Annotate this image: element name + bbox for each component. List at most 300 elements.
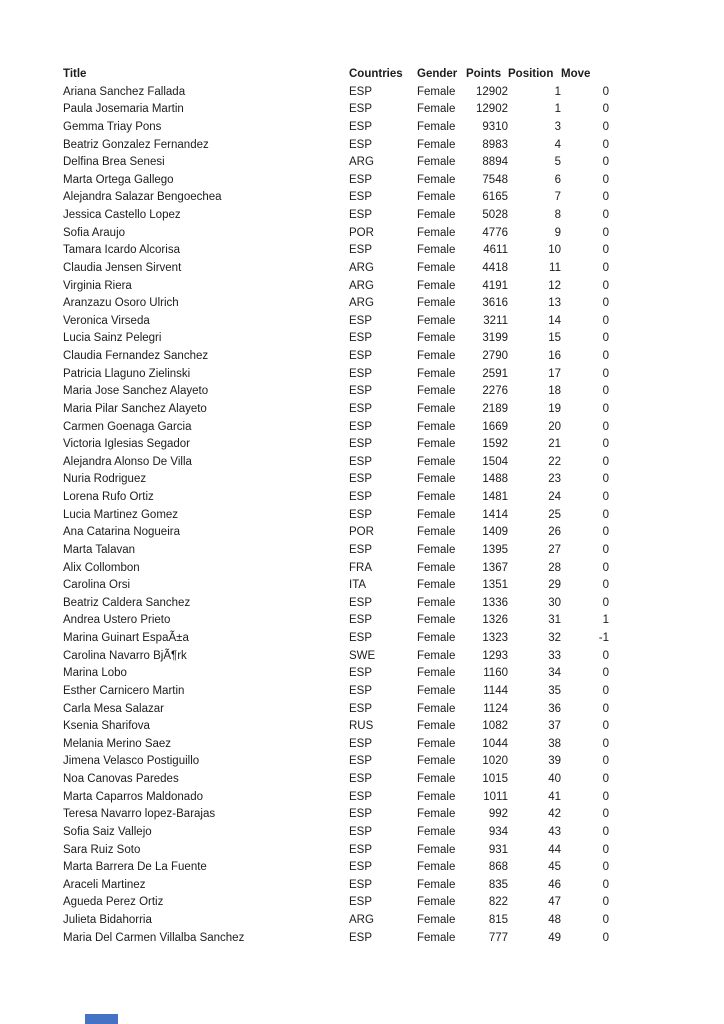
cell-gender: Female bbox=[417, 931, 456, 944]
cell-move: 0 bbox=[602, 420, 609, 433]
table-row bbox=[63, 189, 609, 207]
table-row bbox=[63, 454, 609, 472]
cell-gender: Female bbox=[417, 244, 456, 257]
cell-move: 0 bbox=[602, 261, 609, 274]
table-row bbox=[63, 771, 609, 789]
cell-points: 2591 bbox=[482, 367, 508, 380]
cell-points: 4418 bbox=[482, 261, 508, 274]
table-row bbox=[63, 242, 609, 260]
cell-points: 1326 bbox=[482, 614, 508, 627]
table-row bbox=[63, 718, 609, 736]
cell-position: 49 bbox=[548, 931, 561, 944]
cell-player-name: Ksenia Sharifova bbox=[63, 720, 150, 733]
cell-position: 31 bbox=[548, 614, 561, 627]
cell-position: 43 bbox=[548, 825, 561, 838]
cell-gender: Female bbox=[417, 737, 456, 750]
cell-gender: Female bbox=[417, 120, 456, 133]
cell-points: 1592 bbox=[482, 438, 508, 451]
table-row bbox=[63, 119, 609, 137]
table-row bbox=[63, 383, 609, 401]
cell-country: ESP bbox=[349, 367, 373, 380]
cell-points: 5028 bbox=[482, 209, 508, 221]
cell-move: 0 bbox=[602, 526, 609, 539]
table-row bbox=[63, 859, 609, 877]
cell-points: 1011 bbox=[483, 790, 508, 803]
cell-position: 33 bbox=[548, 649, 561, 662]
cell-position: 1 bbox=[554, 85, 561, 98]
cell-position: 3 bbox=[554, 120, 561, 133]
cell-move: 0 bbox=[602, 226, 609, 239]
cell-position: 20 bbox=[548, 420, 561, 433]
cell-move: 0 bbox=[602, 702, 609, 715]
column-header-countries: Countries bbox=[349, 68, 403, 80]
cell-country: ESP bbox=[349, 244, 373, 257]
cell-country: ESP bbox=[349, 314, 373, 327]
cell-player-name: Melania Merino Saez bbox=[63, 737, 172, 750]
cell-position: 40 bbox=[548, 773, 561, 785]
table-row bbox=[63, 612, 609, 630]
cell-move: 0 bbox=[602, 120, 609, 133]
table-row bbox=[63, 701, 609, 719]
cell-move: 0 bbox=[602, 438, 609, 451]
cell-gender: Female bbox=[417, 438, 456, 451]
cell-points: 992 bbox=[488, 808, 508, 821]
cell-gender: Female bbox=[417, 878, 456, 891]
column-header-points: Points bbox=[466, 68, 502, 80]
cell-country: ESP bbox=[349, 103, 373, 116]
cell-player-name: Patricia Llaguno Zielinski bbox=[63, 367, 191, 380]
cell-gender: Female bbox=[417, 261, 456, 274]
cell-player-name: Maria Del Carmen Villalba Sanchez bbox=[63, 931, 245, 944]
cell-position: 24 bbox=[548, 491, 561, 503]
cell-move: 0 bbox=[602, 297, 609, 310]
cell-move: 0 bbox=[602, 173, 609, 186]
table-row bbox=[63, 560, 609, 578]
cell-move: 0 bbox=[602, 314, 609, 327]
cell-player-name: Maria Jose Sanchez Alayeto bbox=[63, 385, 209, 398]
cell-player-name: Noa Canovas Paredes bbox=[63, 773, 179, 785]
cell-player-name: Marina Lobo bbox=[63, 667, 127, 680]
cell-gender: Female bbox=[417, 173, 456, 186]
cell-country: ESP bbox=[349, 702, 373, 715]
cell-country: ESP bbox=[349, 420, 373, 433]
cell-country: ESP bbox=[349, 173, 373, 186]
cell-country: ARG bbox=[349, 914, 374, 926]
cell-move: 0 bbox=[602, 508, 609, 521]
cell-player-name: Esther Carnicero Martin bbox=[63, 684, 185, 697]
cell-gender: Female bbox=[417, 790, 456, 803]
cell-player-name: Gemma Triay Pons bbox=[63, 120, 162, 133]
cell-player-name: Victoria Iglesias Segador bbox=[63, 438, 190, 451]
cell-move: 0 bbox=[602, 103, 609, 116]
table-row bbox=[63, 595, 609, 613]
cell-player-name: Agueda Perez Ortiz bbox=[63, 896, 164, 909]
cell-player-name: Aranzazu Osoro Ulrich bbox=[63, 297, 179, 310]
cell-position: 34 bbox=[548, 667, 561, 680]
cell-move: 0 bbox=[602, 755, 609, 768]
cell-gender: Female bbox=[417, 314, 456, 327]
cell-move: 0 bbox=[602, 350, 609, 362]
table-row bbox=[63, 313, 609, 331]
cell-country: ESP bbox=[349, 543, 373, 556]
cell-player-name: Tamara Icardo Alcorisa bbox=[63, 244, 180, 257]
cell-country: ESP bbox=[349, 385, 373, 398]
cell-gender: Female bbox=[417, 297, 456, 310]
cell-position: 32 bbox=[548, 632, 561, 644]
cell-move: 0 bbox=[602, 455, 609, 468]
cell-move: 0 bbox=[602, 861, 609, 874]
table-row bbox=[63, 806, 609, 824]
cell-gender: Female bbox=[417, 491, 456, 503]
cell-position: 35 bbox=[548, 684, 561, 697]
cell-player-name: Claudia Jensen Sirvent bbox=[63, 261, 182, 274]
cell-move: 0 bbox=[602, 85, 609, 98]
cell-country: ESP bbox=[349, 491, 373, 503]
rankings-table bbox=[63, 66, 609, 947]
cell-gender: Female bbox=[417, 508, 456, 521]
cell-points: 868 bbox=[488, 861, 508, 874]
cell-gender: Female bbox=[417, 649, 456, 662]
cell-player-name: Alix Collombon bbox=[63, 561, 140, 574]
cell-points: 2790 bbox=[482, 350, 508, 362]
cell-points: 9310 bbox=[482, 120, 508, 133]
cell-gender: Female bbox=[417, 843, 456, 856]
cell-player-name: Marta Ortega Gallego bbox=[63, 173, 174, 186]
cell-points: 1504 bbox=[482, 455, 508, 468]
cell-country: ARG bbox=[349, 261, 374, 274]
cell-gender: Female bbox=[417, 720, 456, 733]
table-row bbox=[63, 101, 609, 119]
cell-points: 931 bbox=[488, 843, 508, 856]
cell-player-name: Marta Talavan bbox=[63, 543, 136, 556]
cell-points: 1144 bbox=[483, 684, 508, 697]
cell-gender: Female bbox=[417, 85, 456, 98]
cell-gender: Female bbox=[417, 279, 456, 292]
table-row bbox=[63, 225, 609, 243]
cell-player-name: Sofia Araujo bbox=[63, 226, 126, 239]
cell-country: ESP bbox=[349, 402, 373, 415]
cell-player-name: Carolina Navarro BjÃ¶rk bbox=[63, 649, 187, 662]
cell-player-name: Maria Pilar Sanchez Alayeto bbox=[63, 402, 207, 415]
cell-move: 0 bbox=[602, 684, 609, 697]
cell-country: ESP bbox=[349, 614, 373, 627]
table-row bbox=[63, 436, 609, 454]
cell-gender: Female bbox=[417, 825, 456, 838]
cell-points: 1481 bbox=[482, 491, 508, 503]
cell-position: 48 bbox=[548, 914, 561, 926]
table-row bbox=[63, 824, 609, 842]
cell-points: 6165 bbox=[482, 191, 508, 204]
table-row bbox=[63, 260, 609, 278]
table-row bbox=[63, 278, 609, 296]
cell-points: 1124 bbox=[483, 702, 508, 715]
cell-gender: Female bbox=[417, 561, 456, 574]
cell-position: 1 bbox=[554, 103, 561, 116]
cell-position: 10 bbox=[548, 244, 561, 257]
cell-points: 7548 bbox=[482, 173, 508, 186]
cell-country: ESP bbox=[349, 878, 373, 891]
cell-move: 0 bbox=[602, 579, 609, 592]
cell-position: 22 bbox=[548, 455, 561, 468]
cell-country: ESP bbox=[349, 755, 373, 768]
cell-points: 1414 bbox=[482, 508, 508, 521]
cell-gender: Female bbox=[417, 667, 456, 680]
table-row bbox=[63, 630, 609, 648]
cell-player-name: Marta Barrera De La Fuente bbox=[63, 861, 207, 874]
cell-country: ESP bbox=[349, 332, 373, 345]
cell-country: ESP bbox=[349, 120, 373, 133]
cell-points: 1395 bbox=[482, 543, 508, 556]
cell-points: 1669 bbox=[482, 420, 508, 433]
cell-position: 46 bbox=[548, 878, 561, 891]
cell-player-name: Alejandra Alonso De Villa bbox=[63, 455, 192, 468]
cell-move: 0 bbox=[602, 473, 609, 486]
cell-move: 0 bbox=[602, 878, 609, 891]
table-row bbox=[63, 753, 609, 771]
cell-points: 1015 bbox=[482, 773, 508, 785]
cell-points: 8894 bbox=[482, 156, 508, 169]
cell-position: 42 bbox=[548, 808, 561, 821]
cell-move: 0 bbox=[602, 402, 609, 415]
cell-player-name: Marta Caparros Maldonado bbox=[63, 790, 203, 803]
table-row bbox=[63, 401, 609, 419]
cell-points: 1293 bbox=[482, 649, 508, 662]
cell-country: FRA bbox=[349, 561, 372, 574]
cell-player-name: Alejandra Salazar Bengoechea bbox=[63, 191, 222, 204]
cell-move: 0 bbox=[602, 279, 609, 292]
cell-move: 0 bbox=[602, 808, 609, 821]
cell-position: 14 bbox=[548, 314, 561, 327]
cell-gender: Female bbox=[417, 773, 456, 785]
table-row bbox=[63, 295, 609, 313]
cell-player-name: Teresa Navarro lopez-Barajas bbox=[63, 808, 216, 821]
cell-player-name: Ana Catarina Nogueira bbox=[63, 526, 180, 539]
cell-position: 30 bbox=[548, 596, 561, 609]
cell-position: 18 bbox=[548, 385, 561, 398]
cell-move: 0 bbox=[602, 896, 609, 909]
cell-points: 12902 bbox=[476, 103, 508, 116]
cell-points: 1020 bbox=[482, 755, 508, 768]
cell-move: 0 bbox=[602, 843, 609, 856]
cell-position: 4 bbox=[554, 138, 561, 151]
cell-player-name: Delfina Brea Senesi bbox=[63, 156, 165, 169]
table-row bbox=[63, 577, 609, 595]
cell-country: ESP bbox=[349, 790, 373, 803]
cell-points: 1082 bbox=[482, 720, 508, 733]
cell-player-name: Jimena Velasco Postiguillo bbox=[63, 755, 200, 768]
cell-country: ESP bbox=[349, 773, 373, 785]
cell-country: ESP bbox=[349, 138, 373, 151]
cell-country: ESP bbox=[349, 684, 373, 697]
cell-player-name: Veronica Virseda bbox=[63, 314, 150, 327]
cell-gender: Female bbox=[417, 209, 456, 221]
table-body bbox=[63, 84, 609, 948]
cell-gender: Female bbox=[417, 385, 456, 398]
cell-position: 15 bbox=[548, 332, 561, 345]
cell-position: 11 bbox=[549, 261, 561, 274]
cell-country: ESP bbox=[349, 632, 373, 644]
table-header-row bbox=[63, 66, 609, 84]
table-row bbox=[63, 542, 609, 560]
cell-move: 0 bbox=[602, 649, 609, 662]
cell-player-name: Beatriz Gonzalez Fernandez bbox=[63, 138, 209, 151]
cell-country: ESP bbox=[349, 438, 373, 451]
cell-country: POR bbox=[349, 226, 374, 239]
cell-position: 39 bbox=[548, 755, 561, 768]
cell-position: 21 bbox=[548, 438, 561, 451]
cell-gender: Female bbox=[417, 755, 456, 768]
cell-move: 0 bbox=[602, 561, 609, 574]
table-row bbox=[63, 912, 609, 930]
cell-move: 0 bbox=[602, 367, 609, 380]
cell-points: 2276 bbox=[482, 385, 508, 398]
cell-position: 47 bbox=[548, 896, 561, 909]
cell-points: 1409 bbox=[482, 526, 508, 539]
cell-position: 27 bbox=[548, 543, 561, 556]
cell-gender: Female bbox=[417, 455, 456, 468]
cell-gender: Female bbox=[417, 861, 456, 874]
cell-player-name: Lucia Sainz Pelegri bbox=[63, 332, 162, 345]
cell-country: ESP bbox=[349, 667, 373, 680]
cell-country: ESP bbox=[349, 596, 373, 609]
cell-move: 0 bbox=[602, 209, 609, 221]
cell-player-name: Claudia Fernandez Sanchez bbox=[63, 350, 209, 362]
cell-position: 9 bbox=[554, 226, 561, 239]
table-row bbox=[63, 154, 609, 172]
cell-points: 4191 bbox=[482, 279, 508, 292]
cell-country: ARG bbox=[349, 279, 374, 292]
cell-points: 835 bbox=[488, 878, 508, 891]
cell-points: 4776 bbox=[482, 226, 508, 239]
cell-gender: Female bbox=[417, 138, 456, 151]
cell-move: 0 bbox=[602, 244, 609, 257]
cell-points: 3616 bbox=[482, 297, 508, 310]
cell-position: 36 bbox=[548, 702, 561, 715]
table-row bbox=[63, 842, 609, 860]
cell-move: 0 bbox=[602, 914, 609, 926]
cell-move: 0 bbox=[602, 720, 609, 733]
cell-points: 3211 bbox=[483, 314, 508, 327]
cell-gender: Female bbox=[417, 808, 456, 821]
cell-move: 0 bbox=[602, 596, 609, 609]
cell-gender: Female bbox=[417, 526, 456, 539]
cell-country: ESP bbox=[349, 473, 373, 486]
table-row bbox=[63, 877, 609, 895]
cell-position: 19 bbox=[548, 402, 561, 415]
cell-country: ESP bbox=[349, 843, 373, 856]
cell-country: ESP bbox=[349, 808, 373, 821]
cell-player-name: Beatriz Caldera Sanchez bbox=[63, 596, 191, 609]
cell-player-name: Sofia Saiz Vallejo bbox=[63, 825, 152, 838]
table-row bbox=[63, 419, 609, 437]
cell-player-name: Julieta Bidahorria bbox=[63, 914, 152, 926]
cell-points: 822 bbox=[488, 896, 508, 909]
cell-gender: Female bbox=[417, 420, 456, 433]
cell-country: ARG bbox=[349, 297, 374, 310]
cell-move: 0 bbox=[602, 667, 609, 680]
table-row bbox=[63, 683, 609, 701]
cell-player-name: Virginia Riera bbox=[63, 279, 132, 292]
cell-position: 23 bbox=[548, 473, 561, 486]
cell-points: 1351 bbox=[482, 579, 508, 592]
cell-position: 12 bbox=[548, 279, 561, 292]
cell-gender: Female bbox=[417, 367, 456, 380]
cell-gender: Female bbox=[417, 914, 456, 926]
cell-move: 1 bbox=[602, 614, 609, 627]
cell-move: 0 bbox=[602, 156, 609, 169]
cell-position: 29 bbox=[548, 579, 561, 592]
table-row bbox=[63, 348, 609, 366]
table-row bbox=[63, 930, 609, 948]
cell-country: ITA bbox=[349, 579, 367, 592]
column-header-position: Position bbox=[508, 68, 554, 80]
cell-position: 37 bbox=[548, 720, 561, 733]
cell-player-name: Araceli Martinez bbox=[63, 878, 146, 891]
cell-move: 0 bbox=[602, 385, 609, 398]
cell-points: 1367 bbox=[482, 561, 508, 574]
cell-move: 0 bbox=[602, 737, 609, 750]
cell-country: ESP bbox=[349, 85, 373, 98]
cell-gender: Female bbox=[417, 579, 456, 592]
cell-points: 1323 bbox=[482, 632, 508, 644]
cell-move: 0 bbox=[602, 790, 609, 803]
cell-move: 0 bbox=[602, 825, 609, 838]
column-header-move: Move bbox=[561, 68, 591, 80]
cell-position: 41 bbox=[548, 790, 561, 803]
cell-player-name: Carolina Orsi bbox=[63, 579, 131, 592]
cell-position: 17 bbox=[548, 367, 561, 380]
cell-gender: Female bbox=[417, 473, 456, 486]
cell-gender: Female bbox=[417, 332, 456, 345]
cell-player-name: Carmen Goenaga Garcia bbox=[63, 420, 192, 433]
cell-player-name: Sara Ruiz Soto bbox=[63, 843, 141, 856]
cell-country: ESP bbox=[349, 931, 373, 944]
cell-move: -1 bbox=[598, 632, 609, 644]
cell-gender: Female bbox=[417, 156, 456, 169]
cell-gender: Female bbox=[417, 226, 456, 239]
cell-player-name: Lucia Martinez Gomez bbox=[63, 508, 179, 521]
cell-points: 2189 bbox=[482, 402, 508, 415]
table-row bbox=[63, 894, 609, 912]
cell-player-name: Marina Guinart EspaÃ±a bbox=[63, 632, 189, 644]
cell-gender: Female bbox=[417, 596, 456, 609]
table-row bbox=[63, 330, 609, 348]
table-row bbox=[63, 366, 609, 384]
cell-position: 8 bbox=[554, 209, 561, 221]
cell-gender: Female bbox=[417, 543, 456, 556]
cell-position: 26 bbox=[548, 526, 561, 539]
table-row bbox=[63, 507, 609, 525]
cell-points: 777 bbox=[488, 931, 508, 944]
cell-position: 25 bbox=[548, 508, 561, 521]
cell-move: 0 bbox=[602, 332, 609, 345]
cell-player-name: Nuria Rodriguez bbox=[63, 473, 147, 486]
cell-points: 12902 bbox=[476, 85, 508, 98]
cell-country: ESP bbox=[349, 508, 373, 521]
cell-points: 1044 bbox=[482, 737, 508, 750]
cell-country: ESP bbox=[349, 350, 373, 362]
cell-gender: Female bbox=[417, 684, 456, 697]
cell-position: 45 bbox=[548, 861, 561, 874]
cell-country: POR bbox=[349, 526, 374, 539]
cell-player-name: Jessica Castello Lopez bbox=[63, 209, 181, 221]
cell-position: 13 bbox=[548, 297, 561, 310]
cell-gender: Female bbox=[417, 896, 456, 909]
cell-country: ESP bbox=[349, 737, 373, 750]
cell-country: ESP bbox=[349, 861, 373, 874]
table-row bbox=[63, 665, 609, 683]
table-row bbox=[63, 648, 609, 666]
